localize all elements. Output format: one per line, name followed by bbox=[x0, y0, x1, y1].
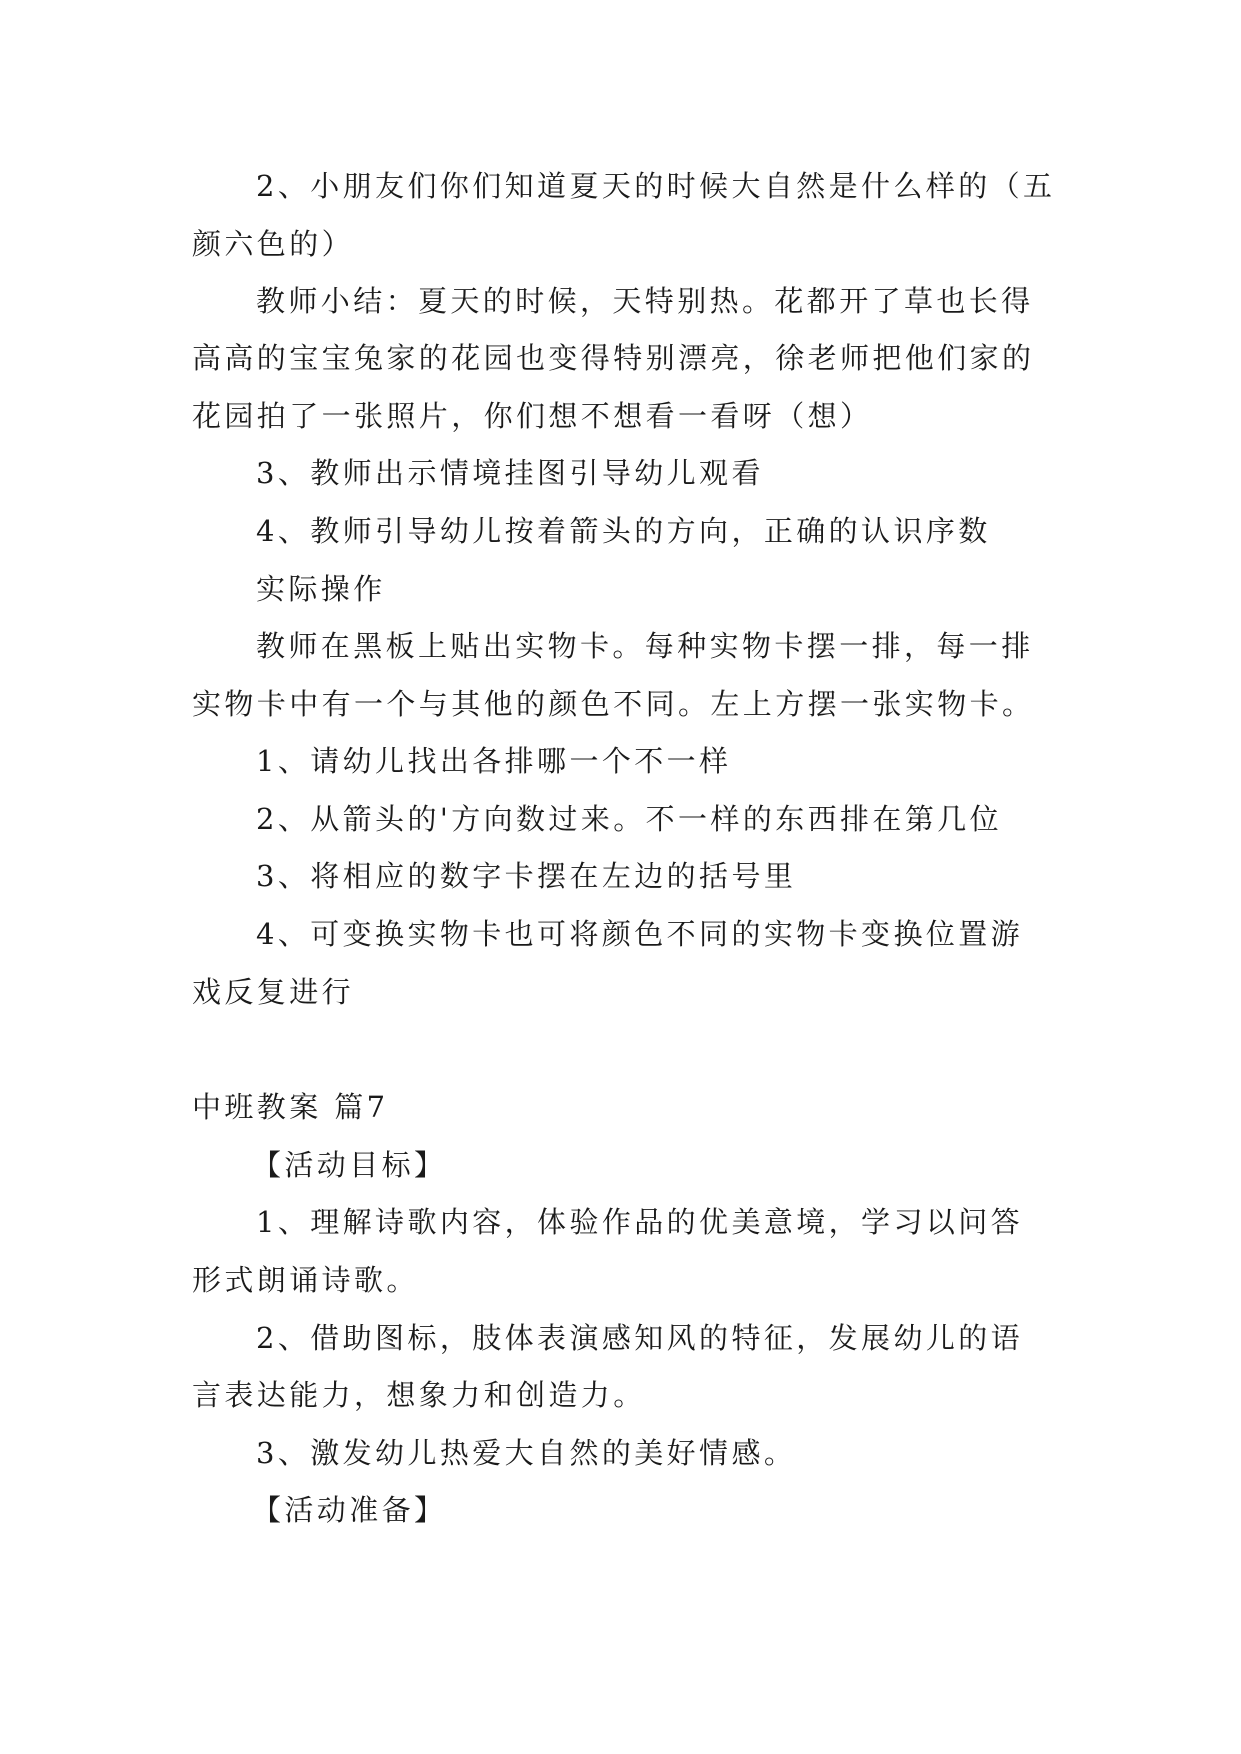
section-title: 中班教案 篇7 bbox=[192, 1090, 389, 1124]
paragraph-line: 4、教师引导幼儿按着箭头的方向，正确的认识序数 bbox=[256, 514, 991, 548]
paragraph-line: 1、理解诗歌内容，体验作品的优美意境，学习以问答 bbox=[256, 1205, 1024, 1239]
paragraph-line: 颜六色的） bbox=[192, 227, 355, 261]
paragraph-line: 实物卡中有一个与其他的颜色不同。左上方摆一张实物卡。 bbox=[192, 687, 1035, 721]
paragraph-line: 花园拍了一张照片，你们想不想看一看呀（想） bbox=[192, 399, 873, 433]
paragraph-line: 2、从箭头的'方向数过来。不一样的东西排在第几位 bbox=[256, 802, 1003, 836]
paragraph-line: 戏反复进行 bbox=[192, 975, 355, 1009]
paragraph-line: 3、教师出示情境挂图引导幼儿观看 bbox=[256, 456, 764, 490]
paragraph-line: 4、可变换实物卡也可将颜色不同的实物卡变换位置游 bbox=[256, 917, 1024, 951]
paragraph-line: 高高的宝宝兔家的花园也变得特别漂亮，徐老师把他们家的 bbox=[192, 341, 1035, 375]
paragraph-line: 教师在黑板上贴出实物卡。每种实物卡摆一排，每一排 bbox=[256, 629, 1034, 663]
section-heading: 【活动目标】 bbox=[252, 1148, 447, 1182]
paragraph-line: 2、借助图标，肢体表演感知风的特征，发展幼儿的语 bbox=[256, 1321, 1024, 1355]
paragraph-line: 3、将相应的数字卡摆在左边的括号里 bbox=[256, 859, 797, 893]
paragraph-line: 教师小结：夏天的时候，天特别热。花都开了草也长得 bbox=[256, 284, 1034, 318]
paragraph-line: 3、激发幼儿热爱大自然的美好情感。 bbox=[256, 1436, 797, 1470]
paragraph-line: 2、小朋友们你们知道夏天的时候大自然是什么样的（五 bbox=[256, 169, 1056, 203]
subheading: 实际操作 bbox=[256, 572, 386, 606]
paragraph-line: 1、请幼儿找出各排哪一个不一样 bbox=[256, 744, 732, 778]
paragraph-line: 言表达能力，想象力和创造力。 bbox=[192, 1378, 646, 1412]
section-heading: 【活动准备】 bbox=[252, 1493, 447, 1527]
paragraph-line: 形式朗诵诗歌。 bbox=[192, 1263, 419, 1297]
